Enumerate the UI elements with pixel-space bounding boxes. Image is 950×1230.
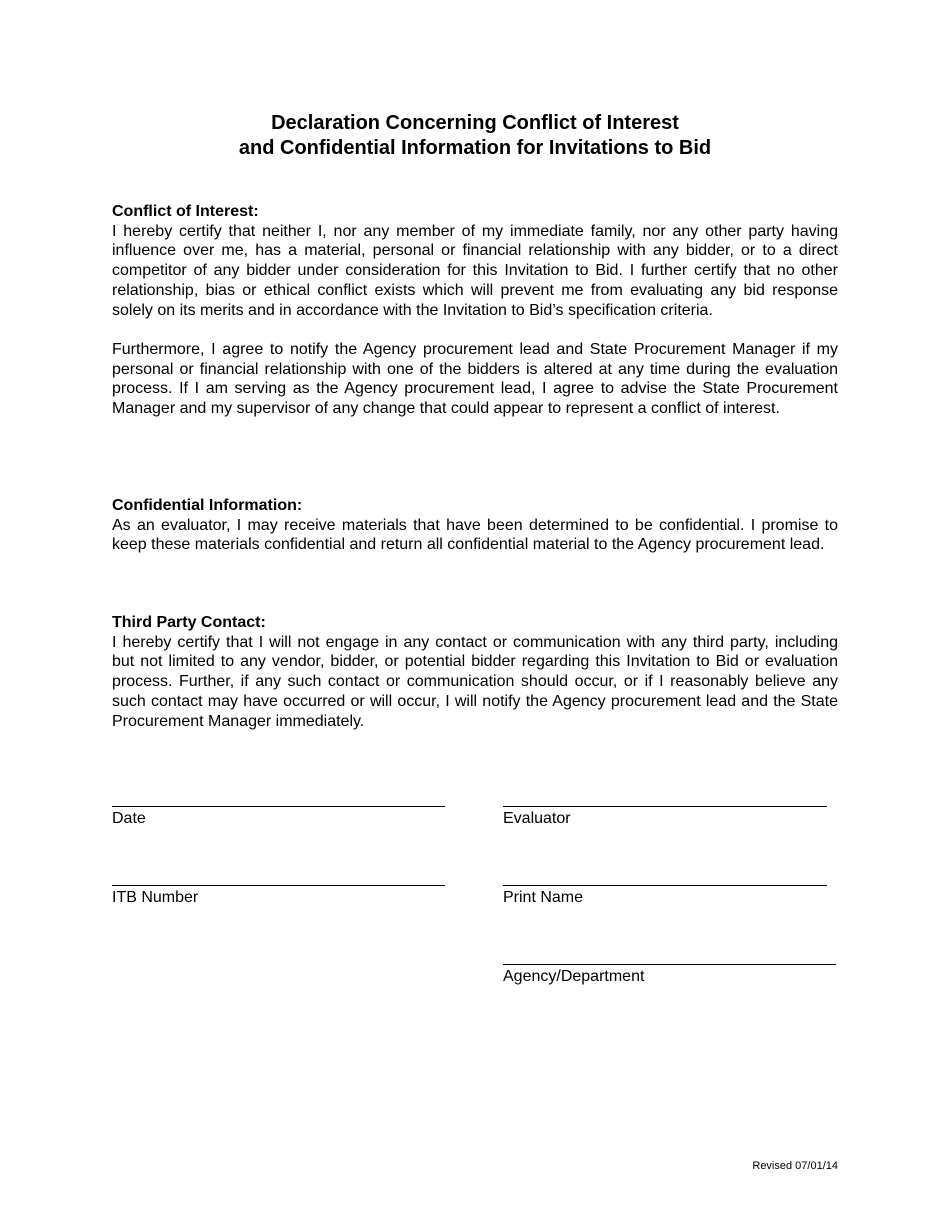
date-label: Date: [112, 810, 146, 827]
confidential-heading: Confidential Information:: [112, 497, 303, 514]
conflict-paragraph-2: Furthermore, I agree to notify the Agency procurement lead and State Procurement Manager if my personal or financial relationship with one of the bidders is altered at any time during the evaluation process. If I am serving as the Agency procurement lead, I agree to advise the State Procurement Manager and my supervisor of any change that could appear to represent a conflict of interest.: [112, 340, 838, 418]
evaluator-label: Evaluator: [503, 810, 571, 827]
third-party-heading: Third Party Contact:: [112, 614, 266, 631]
conflict-heading: Conflict of Interest:: [112, 203, 259, 220]
agency-department-label: Agency/Department: [503, 968, 645, 985]
date-signature-field[interactable]: [112, 806, 445, 829]
itb-number-line: [112, 885, 445, 886]
confidential-information-section: [112, 496, 838, 555]
itb-number-field[interactable]: [112, 885, 445, 908]
title-line-2: and Confidential Information for Invitations to Bid: [238, 137, 712, 159]
third-party-contact-section: [112, 613, 838, 731]
evaluator-signature-field[interactable]: [503, 806, 827, 829]
conflict-paragraph-1: I hereby certify that neither I, nor any member of my immediate family, nor any other party having influence over me, has a material, personal or financial relationship with any bidder, or to a direct competitor of any bidder under consideration for this Invitation to Bid. I further certify that no other relationship, bias or ethical conflict exists which will prevent me from evaluating any bid response solely on its merits and in accordance with the Invitation to Bid’s specification criteria.: [112, 222, 838, 319]
title-line-1: Declaration Concerning Conflict of Interest: [271, 112, 679, 134]
conflict-of-interest-section: [112, 202, 838, 419]
print-name-line: [503, 885, 827, 886]
evaluator-line: [503, 806, 827, 807]
page-title: [0, 111, 950, 161]
print-name-field[interactable]: [503, 885, 827, 908]
agency-department-line: [503, 964, 836, 965]
revision-note: Revised 07/01/14: [752, 1160, 838, 1172]
itb-number-label: ITB Number: [112, 889, 199, 906]
agency-department-field[interactable]: [503, 964, 836, 987]
confidential-paragraph: As an evaluator, I may receive materials that have been determined to be confidential. I promise to keep these materials confidential and return all confidential material to the Agency procurement lead.: [112, 516, 838, 554]
date-line: [112, 806, 445, 807]
print-name-label: Print Name: [503, 889, 584, 906]
third-party-paragraph: I hereby certify that I will not engage in any contact or communication with any third party, including but not limited to any vendor, bidder, or potential bidder regarding this Invitation to Bid or evaluation process. Further, if any such contact or communication should occur, or if I reasonably believe any such contact may have occurred or will occur, I will notify the Agency procurement lead and the State Procurement Manager immediately.: [112, 633, 838, 730]
